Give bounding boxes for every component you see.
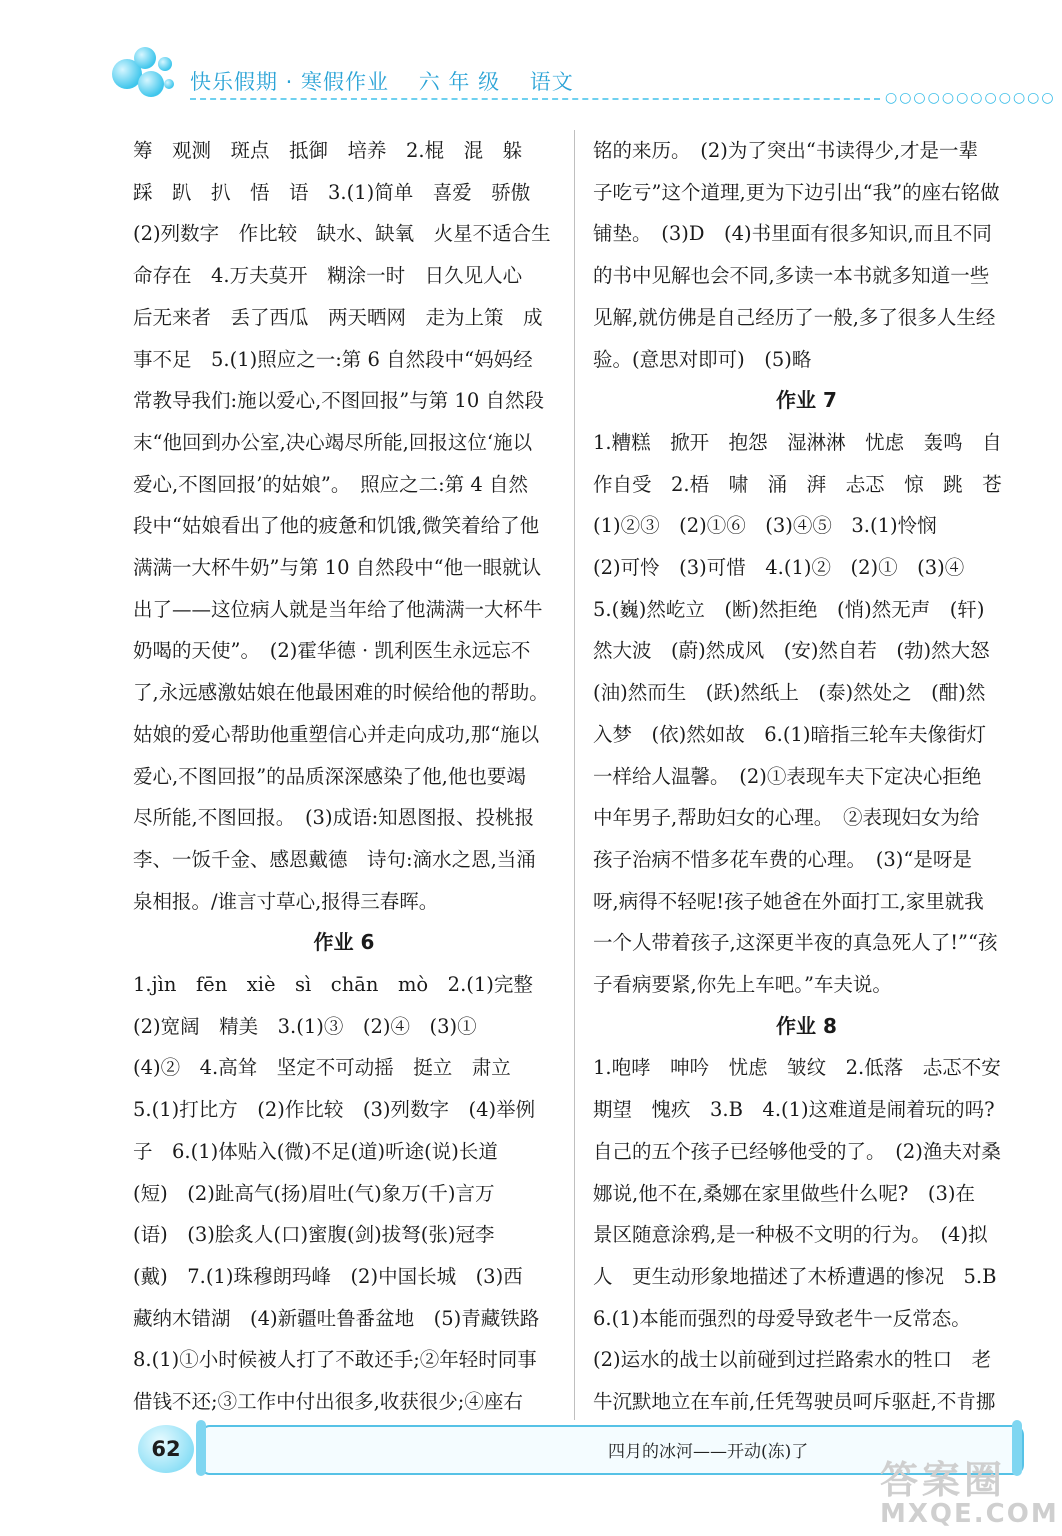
answer-line: 借钱不还;③工作中付出很多,收获很少;④座右: [133, 1390, 523, 1414]
answer-line: 1.咆哮 呻吟 忧虑 皱纹 2.低落 忐忑不安: [593, 1056, 1001, 1080]
answer-line: 后无来者 丢了西瓜 两天晒网 走为上策 成: [133, 305, 543, 329]
answer-line: 子吃亏”这个道理,更为下边引出“我”的座右铭做: [593, 180, 1000, 204]
answer-line: (4)② 4.高耸 坚定不可动摇 挺立 肃立: [133, 1056, 511, 1080]
answer-line: 了,永远感激姑娘在他最困难的时候给他的帮助。: [133, 681, 549, 705]
answer-line: 呀,病得不轻呢!孩子她爸在外面打工,家里就我: [593, 889, 984, 913]
grade-label: 六 年 级: [418, 70, 501, 94]
answer-line: 铺垫。 (3)D (4)书里面有很多知识,而且不同: [593, 222, 992, 246]
answer-line: (戴) 7.(1)珠穆朗玛峰 (2)中国长城 (3)西: [133, 1264, 523, 1288]
answer-line: 自己的五个孩子已经够他受的了。 (2)渔夫对桑: [593, 1139, 1001, 1163]
left-column: [133, 130, 555, 1423]
section-title-6: 作业 6: [313, 930, 375, 955]
answer-line: 爱心,不图回报”的品质深深感染了他,他也要竭: [133, 764, 526, 788]
answer-block-8: [593, 1047, 1020, 1422]
answer-line: 藏纳木错湖 (4)新疆吐鲁番盆地 (5)青藏铁路: [133, 1306, 540, 1330]
answer-line: 入梦 (依)然如故 6.(1)暗指三轮车夫像街灯: [593, 722, 986, 746]
answer-line: 铭的来历。 (2)为了突出“书读得少,才是一辈: [593, 139, 979, 162]
answer-block-6-continued: [593, 130, 1020, 380]
answer-block-continued: [133, 130, 555, 922]
answer-line: 姑娘的爱心帮助他重塑信心并走向成功,那“施以: [133, 722, 540, 746]
answer-line: 见解,就仿佛是自己经历了一般,多了很多人生经: [593, 305, 996, 329]
answer-line: 常教导我们:施以爱心,不图回报”与第 10 自然段: [133, 389, 544, 413]
header-title: [190, 66, 596, 96]
answer-line: 期望 愧疚 3.B 4.(1)这难道是闹着玩的吗?: [593, 1098, 995, 1122]
answer-line: 事不足 5.(1)照应之一:第 6 自然段中“妈妈经: [133, 347, 533, 371]
answer-line: 中年男子,帮助妇女的心理。 ②表现妇女为给: [593, 806, 980, 830]
subject-label: 语文: [529, 70, 574, 94]
answer-line: 人 更生动形象地描述了木桥遭遇的惨况 5.B: [593, 1264, 997, 1288]
answer-line: 一个人带着孩子,这深更半夜的真急死人了!”“孩: [593, 931, 998, 955]
answer-line: 验。(意思对即可) (5)略: [593, 347, 812, 371]
answer-line: (2)列数字 作比较 缺水、缺氧 火星不适合生: [133, 222, 551, 246]
answer-line: 1.糟糕 掀开 抱怨 湿淋淋 忧虑 轰鸣 自: [593, 430, 1002, 454]
answer-line: 末“他回到办公室,决心竭尽所能,回报这位‘施以: [133, 430, 533, 454]
answer-line: 作自受 2.梧 啸 涌 湃 忐忑 惊 跳 苍: [593, 472, 1002, 496]
answer-line: 命存在 4.万夫莫开 糊涂一时 日久见人心: [133, 264, 523, 288]
answer-line: 李、一饭千金、感恩戴德 诗句:滴水之恩,当涌: [133, 847, 536, 871]
answer-line: 子看病要紧,你先上车吧。”车夫说。: [593, 973, 892, 997]
answer-line: 泉相报。/谁言寸草心,报得三春晖。: [133, 889, 439, 913]
answer-line: 满满一大杯牛奶”与第 10 自然段中“他一眼就认: [133, 556, 542, 580]
answer-line: (1)②③ (2)①⑥ (3)④⑤ 3.(1)怜悯: [593, 514, 937, 538]
answer-line: 踩 趴 扒 悟 语 3.(1)简单 喜爱 骄傲: [133, 180, 531, 204]
scroll-left-cap: [196, 1420, 206, 1476]
answer-line: 6.(1)本能而强烈的母爱导致老牛一反常态。: [593, 1306, 971, 1330]
section-title-8: 作业 8: [776, 1013, 837, 1038]
right-column: [593, 130, 1020, 1423]
answer-line: 5.(巍)然屹立 (断)然拒绝 (悄)然无声 (轩): [593, 597, 985, 621]
answer-line: 景区随意涂鸦,是一种极不文明的行为。 (4)拟: [593, 1223, 988, 1247]
watermark: [880, 1458, 1059, 1532]
answer-line: 子 6.(1)体贴入(微)不足(道)听途(说)长道: [133, 1139, 498, 1163]
answer-line: 筹 观测 斑点 抵御 培养 2.棍 混 躲: [133, 139, 523, 162]
answer-line: 8.(1)①小时候被人打了不敢还手;②年轻时同事: [133, 1348, 537, 1372]
bubbles-logo-icon: [112, 45, 182, 105]
answer-line: (油)然而生 (跃)然纸上 (泰)然处之 (酣)然: [593, 681, 986, 705]
page-header: [0, 0, 1062, 110]
answer-line: 段中“姑娘看出了他的疲惫和饥饿,微笑着给了他: [133, 514, 540, 538]
answer-line: 孩子治病不惜多花车费的心理。 (3)“是呀是: [593, 847, 972, 871]
answer-line: 5.(1)打比方 (2)作比较 (3)列数字 (4)举例: [133, 1098, 536, 1122]
answer-line: 一样给人温馨。 (2)①表现车夫下定决心拒绝: [593, 764, 982, 788]
answer-line: 然大波 (蔚)然成风 (安)然自若 (勃)然大怒: [593, 639, 990, 663]
page-number: 62: [138, 1425, 194, 1473]
answer-line: 奶喝的天使”。 (2)霍华德 · 凯利医生永远忘不: [133, 639, 531, 663]
footer-running-text: 四月的冰河——开动(冻)了: [608, 1442, 809, 1462]
answer-line: (2)宽阔 精美 3.(1)③ (2)④ (3)①: [133, 1014, 477, 1038]
answer-line: (短) (2)趾高气(扬)眉吐(气)象万(千)言万: [133, 1181, 495, 1205]
answer-line: 牛沉默地立在车前,任凭驾驶员呵斥驱赶,不肯挪: [593, 1390, 996, 1414]
watermark-line1: 答案圈: [880, 1458, 1007, 1502]
column-divider: [574, 130, 575, 1420]
answer-line: 娜说,他不在,桑娜在家里做些什么呢? (3)在: [593, 1181, 975, 1205]
answer-line: (2)可怜 (3)可惜 4.(1)② (2)① (3)④: [593, 556, 965, 580]
section-title-7: 作业 7: [776, 388, 837, 413]
answer-line: (2)运水的战士以前碰到过拦路索水的牲口 老: [593, 1348, 992, 1372]
answer-line: 1.jìn fēn xiè sì chān mò 2.(1)完整: [133, 973, 533, 997]
answer-block-7: [593, 422, 1020, 1006]
answer-line: 爱心,不图回报’的姑娘”。 照应之二:第 4 自然: [133, 472, 528, 496]
header-dots: ○○○○○○○○○○○○: [885, 90, 1056, 106]
series-name: 快乐假期 · 寒假作业: [190, 70, 390, 94]
answer-block-6: [133, 964, 555, 1423]
header-dashed-rule: [190, 98, 880, 100]
answer-line: 出了——这位病人就是当年给了他满满一大杯牛: [133, 597, 543, 621]
answer-line: 的书中见解也会不同,多读一本书就多知道一些: [593, 264, 990, 288]
watermark-line2: MXQE.COM: [880, 1499, 1059, 1529]
answer-line: (语) (3)脍炙人(口)蜜腹(剑)拔弩(张)冠李: [133, 1223, 495, 1247]
answer-line: 尽所能,不图回报。 (3)成语:知恩图报、投桃报: [133, 806, 535, 830]
